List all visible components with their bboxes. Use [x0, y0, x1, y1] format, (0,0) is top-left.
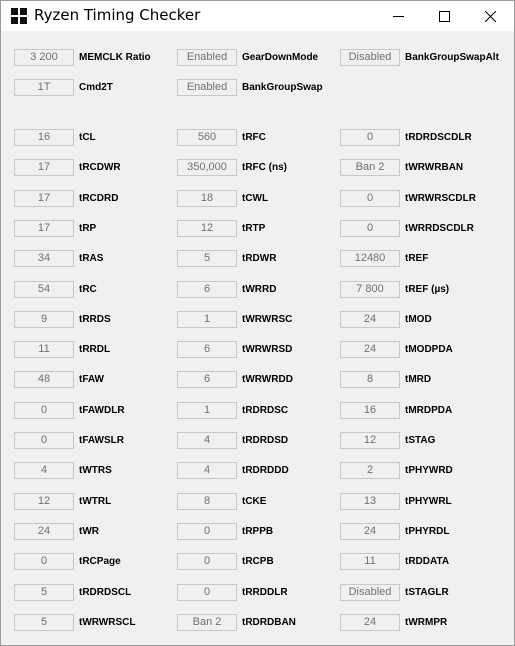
geardownmode-field[interactable]: Enabled: [177, 49, 237, 66]
trcpage-label: tRCPage: [79, 556, 121, 567]
trdrdscl-label: tRDRDSCL: [79, 587, 132, 598]
memclk-ratio-label: MEMCLK Ratio: [79, 52, 151, 63]
close-button[interactable]: [467, 1, 513, 31]
bankgroupswapalt-label: BankGroupSwapAlt: [405, 52, 499, 63]
tphyrdl-field[interactable]: 24: [340, 523, 400, 540]
tfawdlr-field[interactable]: 0: [14, 402, 74, 419]
tstaglr-field[interactable]: Disabled: [340, 584, 400, 601]
tphywrl-label: tPHYWRL: [405, 496, 452, 507]
twrmpr-field[interactable]: 24: [340, 614, 400, 631]
twrmpr-label: tWRMPR: [405, 617, 448, 628]
tref-field[interactable]: 12480: [340, 250, 400, 267]
tphyrdl-label: tPHYRDL: [405, 526, 450, 537]
tcl-label: tCL: [79, 132, 96, 143]
window-title: Ryzen Timing Checker: [34, 6, 201, 24]
trppb-field[interactable]: 0: [177, 523, 237, 540]
bankgroupswapalt-field[interactable]: Disabled: [340, 49, 400, 66]
twtrl-field[interactable]: 12: [14, 493, 74, 510]
trrddlr-label: tRRDDLR: [242, 587, 288, 598]
tfawslr-label: tFAWSLR: [79, 435, 124, 446]
trdrdsd-label: tRDRDSD: [242, 435, 289, 446]
trdwr-label: tRDWR: [242, 253, 277, 264]
tmrdpda-label: tMRDPDA: [405, 405, 453, 416]
trdrddd-field[interactable]: 4: [177, 462, 237, 479]
tmrd-field[interactable]: 8: [340, 371, 400, 388]
maximize-button[interactable]: [421, 1, 467, 31]
trdrdsc-field[interactable]: 1: [177, 402, 237, 419]
close-icon: [485, 11, 496, 22]
trc-label: tRC: [79, 284, 97, 295]
trdrdscdlr-field[interactable]: 0: [340, 129, 400, 146]
twrrd-field[interactable]: 6: [177, 281, 237, 298]
tstag-field[interactable]: 12: [340, 432, 400, 449]
tcke-field[interactable]: 8: [177, 493, 237, 510]
twrwrban-label: tWRWRBAN: [405, 162, 464, 173]
tphywrd-label: tPHYWRD: [405, 465, 453, 476]
tfaw-field[interactable]: 48: [14, 371, 74, 388]
trdwr-field[interactable]: 5: [177, 250, 237, 267]
trcdwr-field[interactable]: 17: [14, 159, 74, 176]
trcpb-label: tRCPB: [242, 556, 274, 567]
trppb-label: tRPPB: [242, 526, 274, 537]
twtrl-label: tWTRL: [79, 496, 112, 507]
minimize-icon: [393, 11, 404, 22]
trcdwr-label: tRCDWR: [79, 162, 121, 173]
tmrdpda-field[interactable]: 16: [340, 402, 400, 419]
twrwrsd-label: tWRWRSD: [242, 344, 293, 355]
tcwl-field[interactable]: 18: [177, 190, 237, 207]
maximize-icon: [439, 11, 450, 22]
trcpb-field[interactable]: 0: [177, 553, 237, 570]
tcke-label: tCKE: [242, 496, 267, 507]
trp-label: tRP: [79, 223, 97, 234]
twtrs-field[interactable]: 4: [14, 462, 74, 479]
twrwrban-field[interactable]: Ban 2: [340, 159, 400, 176]
twrwrsd-field[interactable]: 6: [177, 341, 237, 358]
tstag-label: tSTAG: [405, 435, 436, 446]
twrwrscl-label: tWRWRSCL: [79, 617, 136, 628]
tras-field[interactable]: 34: [14, 250, 74, 267]
twr-field[interactable]: 24: [14, 523, 74, 540]
trrds-field[interactable]: 9: [14, 311, 74, 328]
cmd2t-label: Cmd2T: [79, 82, 113, 93]
twr-label: tWR: [79, 526, 99, 537]
trdrdban-field[interactable]: Ban 2: [177, 614, 237, 631]
trdrdscl-field[interactable]: 5: [14, 584, 74, 601]
bankgroupswap-label: BankGroupSwap: [242, 82, 323, 93]
trrddlr-field[interactable]: 0: [177, 584, 237, 601]
twrwrsc-field[interactable]: 1: [177, 311, 237, 328]
tfawdlr-label: tFAWDLR: [79, 405, 125, 416]
tstaglr-label: tSTAGLR: [405, 587, 449, 598]
trfc-field[interactable]: 560: [177, 129, 237, 146]
tmod-field[interactable]: 24: [340, 311, 400, 328]
trrds-label: tRRDS: [79, 314, 111, 325]
cmd2t-field[interactable]: 1T: [14, 79, 74, 96]
twrwrscdlr-field[interactable]: 0: [340, 190, 400, 207]
trtp-field[interactable]: 12: [177, 220, 237, 237]
twrrd-label: tWRRD: [242, 284, 277, 295]
twtrs-label: tWTRS: [79, 465, 112, 476]
twrrdscdlr-field[interactable]: 0: [340, 220, 400, 237]
trfc-ns-label: tRFC (ns): [242, 162, 287, 173]
trrdl-label: tRRDL: [79, 344, 111, 355]
tref-s-field[interactable]: 7 800: [340, 281, 400, 298]
twrwrsc-label: tWRWRSC: [242, 314, 293, 325]
trc-field[interactable]: 54: [14, 281, 74, 298]
geardownmode-label: GearDownMode: [242, 52, 319, 63]
tfawslr-field[interactable]: 0: [14, 432, 74, 449]
trdrdscdlr-label: tRDRDSCDLR: [405, 132, 472, 143]
trtp-label: tRTP: [242, 223, 266, 234]
trdrdsc-label: tRDRDSC: [242, 405, 289, 416]
tmrd-label: tMRD: [405, 374, 432, 385]
trddata-field[interactable]: 11: [340, 553, 400, 570]
trdrddd-label: tRDRDDD: [242, 465, 289, 476]
windows-logo-icon: [11, 8, 27, 24]
tref-s-label: tREF (µs): [405, 284, 450, 295]
tcl-field[interactable]: 16: [14, 129, 74, 146]
trcdrd-field[interactable]: 17: [14, 190, 74, 207]
bankgroupswap-field[interactable]: Enabled: [177, 79, 237, 96]
trfc-ns-field[interactable]: 350,000: [177, 159, 237, 176]
tras-label: tRAS: [79, 253, 104, 264]
memclk-ratio-field[interactable]: 3 200: [14, 49, 74, 66]
twrrdscdlr-label: tWRRDSCDLR: [405, 223, 474, 234]
trfc-label: tRFC: [242, 132, 266, 143]
title-bar[interactable]: [1, 1, 514, 31]
trcdrd-label: tRCDRD: [79, 193, 119, 204]
twrwrscdlr-label: tWRWRSCDLR: [405, 193, 476, 204]
tphywrl-field[interactable]: 13: [340, 493, 400, 510]
twrwrdd-label: tWRWRDD: [242, 374, 293, 385]
trp-field[interactable]: 17: [14, 220, 74, 237]
trdrdsd-field[interactable]: 4: [177, 432, 237, 449]
trrdl-field[interactable]: 11: [14, 341, 74, 358]
tcwl-label: tCWL: [242, 193, 269, 204]
trcpage-field[interactable]: 0: [14, 553, 74, 570]
tmodpda-field[interactable]: 24: [340, 341, 400, 358]
minimize-button[interactable]: [375, 1, 421, 31]
tmodpda-label: tMODPDA: [405, 344, 453, 355]
tref-label: tREF: [405, 253, 429, 264]
twrwrdd-field[interactable]: 6: [177, 371, 237, 388]
tfaw-label: tFAW: [79, 374, 104, 385]
tmod-label: tMOD: [405, 314, 432, 325]
tphywrd-field[interactable]: 2: [340, 462, 400, 479]
twrwrscl-field[interactable]: 5: [14, 614, 74, 631]
trddata-label: tRDDATA: [405, 556, 450, 567]
trdrdban-label: tRDRDBAN: [242, 617, 296, 628]
